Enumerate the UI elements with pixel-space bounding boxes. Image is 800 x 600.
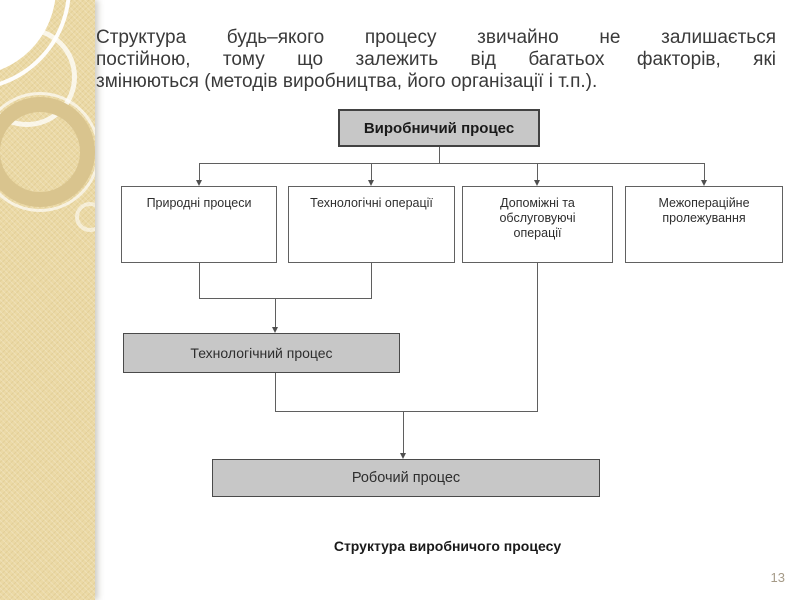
arrowhead-working-process (400, 453, 406, 459)
flowchart-box-auxiliary-operations: Допоміжні та обслуговуючі операції (462, 186, 613, 263)
flowchart-box-production-process: Виробничий процес (338, 109, 540, 147)
connector-to-tech-process (275, 298, 276, 327)
decorative-sidebar (0, 0, 95, 600)
flowchart-box-natural-processes: Природні процеси (121, 186, 277, 263)
flowchart-box-technological-process: Технологічний процес (123, 333, 400, 373)
title-line-3: змінюються (методів виробництва, його організації і т.п.). (96, 71, 598, 92)
title-line-2: постійною, тому що залежить від багатьох факторів, які (96, 49, 776, 70)
arrowhead-child-1 (196, 180, 202, 186)
diagram-caption: Структура виробничого процесу (333, 538, 562, 554)
arrowhead-tech-process (272, 327, 278, 333)
connector-drop-2 (371, 163, 372, 181)
connector-tech-down (275, 373, 276, 411)
connector-to-working-process (403, 411, 404, 453)
arrowhead-child-4 (701, 180, 707, 186)
title-line-1: Структура будь–якого процесу звичайно не залишається (96, 27, 776, 48)
arrowhead-child-2 (368, 180, 374, 186)
connector-drop-1 (199, 163, 200, 181)
connector-root-down (439, 147, 440, 163)
flowchart-box-technological-operations: Технологічні операції (288, 186, 455, 263)
connector-drop-3 (537, 163, 538, 181)
connector-spreader-horizontal (199, 163, 705, 164)
connector-box3-down (537, 263, 538, 411)
arrowhead-child-3 (534, 180, 540, 186)
flowchart-box-working-process: Робочий процес (212, 459, 600, 497)
connector-box2-down (371, 263, 372, 298)
connector-box1-down (199, 263, 200, 298)
connector-drop-4 (704, 163, 705, 181)
small-ring-decoration (75, 202, 95, 232)
connector-join1-horizontal (199, 298, 372, 299)
page-number: 13 (770, 570, 785, 585)
slide-title (96, 27, 776, 93)
connector-join2-horizontal (275, 411, 538, 412)
flowchart-box-interoperational-idle: Межопераційне пролежування (625, 186, 783, 263)
